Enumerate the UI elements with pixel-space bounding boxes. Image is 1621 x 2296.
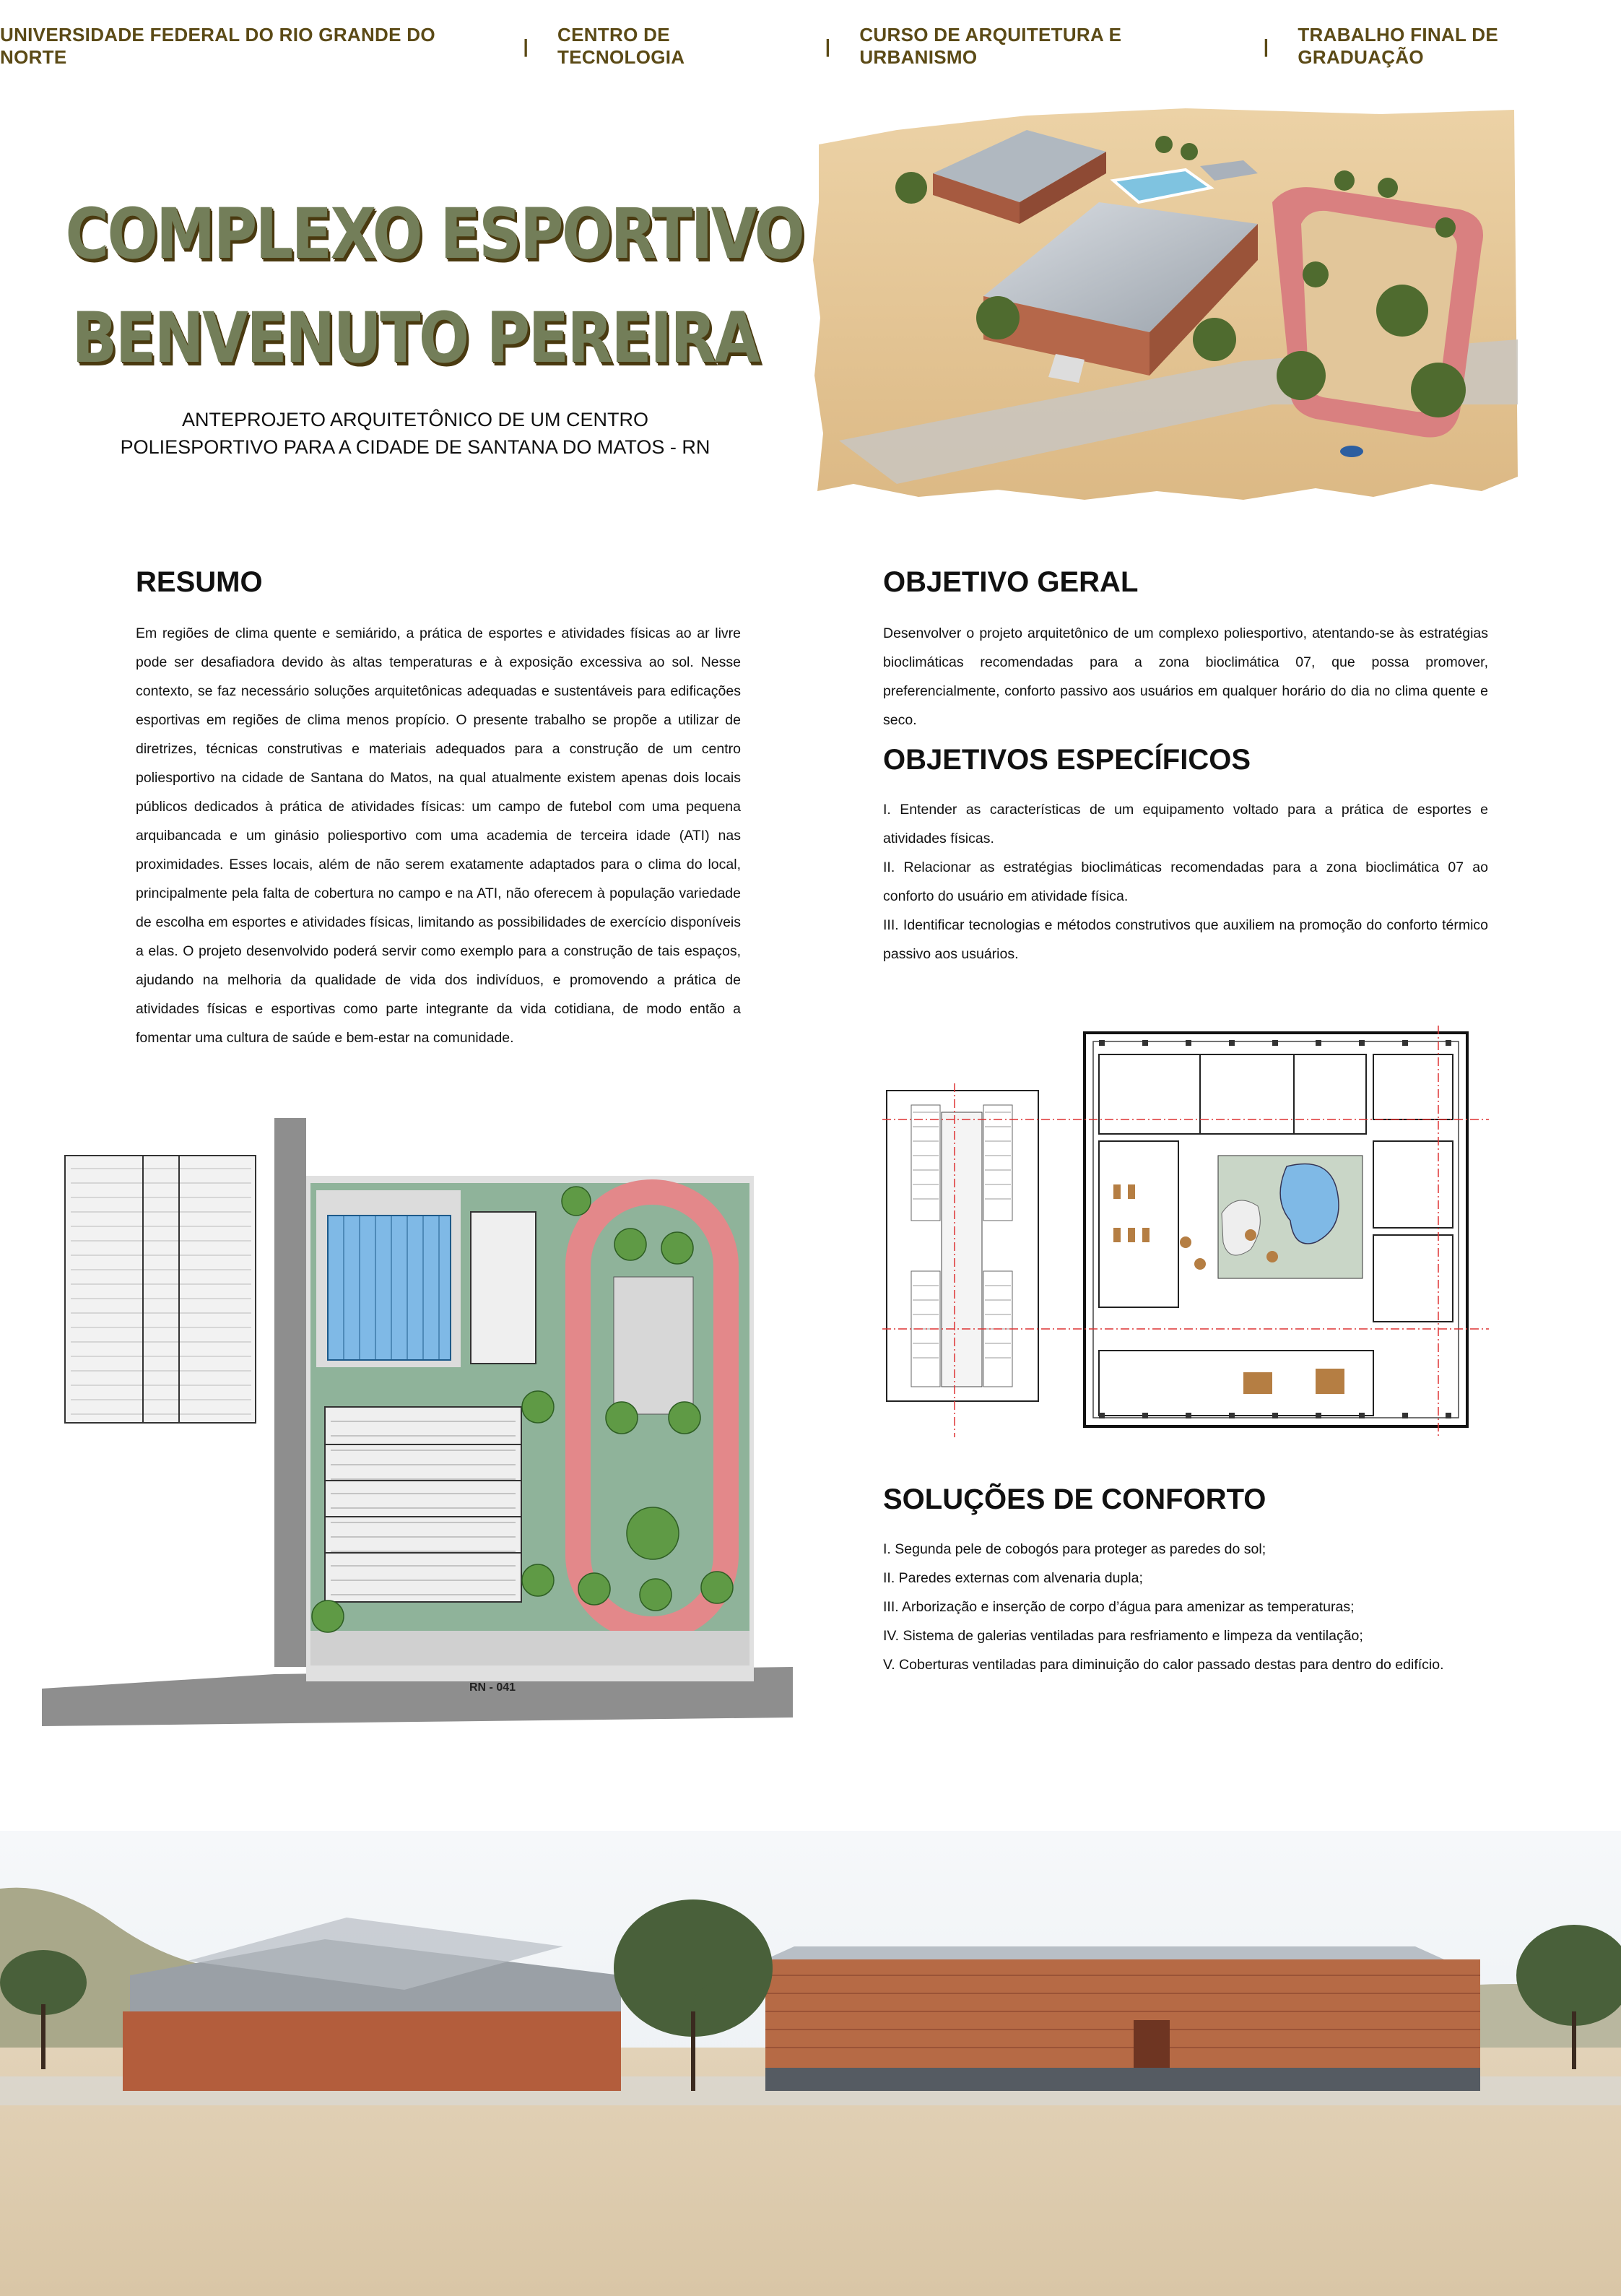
list-item: II. Paredes externas com alvenaria dupla; [883, 1570, 1143, 1586]
objetivos-especificos-heading: OBJETIVOS ESPECÍFICOS [883, 744, 1251, 776]
header-center: CENTRO DE TECNOLOGIA [557, 24, 685, 68]
list-item: IV. Sistema de galerias ventiladas para resfriamento e limpeza da ventilação; [883, 1628, 1363, 1644]
resumo-text: Em regiões de clima quente e semiárido, a prática de esportes e atividades físicas ao ar livre pode ser desafiadora devido às altas temperaturas e à exposição excessiva ao sol. Nesse contexto, se faz necessário soluções arquitetônicas adequadas e sustentáveis para edificações esportivas em regiões de clima menos propício. O presente trabalho se propõe a utilizar de diretrizes, técnicas construtivas e materiais adequados para a construção de um centro poliesportivo na cidade de Santana do Matos, na qual atualmente existem apenas dois locais públicos dedicados à prática de atividades físicas: um campo de futebol com uma pequena arquibancada e um ginásio poliesportivo com uma academia de terceira idade (ATI) nas proximidades. Esses locais, além de não serem exatamente adaptados para o clima do local, principalmente pela falta de cobertura no campo e na ATI, não oferecem à população variedade de escolha em esportes e atividades físicas, limitando as possibilidades de exercício disponíveis a elas. O projeto desenvolvido poderá servir como exemplo para a construção de tais espaços, ajudando na melhoria da qualidade de vida dos indivíduos, e promovendo a prática de atividades físicas e esportivas como parte integrante da vida cotidiana, de modo então a fomentar uma cultura de saúde e bem-estar na comunidade. [136, 625, 741, 1046]
list-item: V. Coberturas ventiladas para diminuição do calor passado destas para dentro do edifício. [883, 1657, 1444, 1673]
header-university: UNIVERSIDADE FEDERAL DO RIO GRANDE DO NORTE [0, 24, 435, 68]
project-title-line1: COMPLEXO ESPORTIVO [65, 194, 804, 274]
list-item: II. Relacionar as estratégias bioclimáticas recomendadas para a zona bioclimática 07 ao conforto do usuário em atividade física. [883, 859, 1488, 904]
header-bar [0, 0, 1621, 92]
list-item: III. Arborização e inserção de corpo d’água para amenizar as temperaturas; [883, 1599, 1355, 1615]
project-title-line2: BENVENUTO PEREIRA [71, 298, 759, 378]
resumo-heading: RESUMO [136, 566, 263, 598]
street-view-render-image [0, 1831, 1621, 2296]
header-separator: | [1263, 35, 1269, 57]
site-plan-drawing [42, 1118, 793, 1726]
project-subtitle-line1: ANTEPROJETO ARQUITETÔNICO DE UM CENTRO [181, 409, 649, 430]
road-label: RN - 041 [469, 1681, 516, 1694]
header-separator: | [523, 35, 529, 57]
floor-plan-drawing [882, 1011, 1489, 1437]
objetivo-geral-heading: OBJETIVO GERAL [883, 566, 1139, 598]
objetivos-especificos-list [883, 795, 1488, 969]
list-item: I. Entender as características de um equipamento voltado para a prática de esportes e atividades físicas. [883, 802, 1488, 846]
aerial-render-image [810, 101, 1518, 506]
project-subtitle-line2: POLIESPORTIVO PARA A CIDADE DE SANTANA DO MATOS - RN [120, 436, 710, 458]
solucoes-heading: SOLUÇÕES DE CONFORTO [883, 1483, 1266, 1515]
header-course: CURSO DE ARQUITETURA E URBANISMO [859, 24, 1122, 68]
header-work: TRABALHO FINAL DE GRADUAÇÃO [1298, 24, 1498, 68]
list-item: III. Identificar tecnologias e métodos construtivos que auxiliem na promoção do conforto térmico passivo aos usuários. [883, 917, 1488, 962]
solucoes-list [883, 1535, 1488, 1679]
header-separator: | [825, 35, 831, 57]
objetivo-geral-text: Desenvolver o projeto arquitetônico de um complexo poliesportivo, atentando-se às estratégias bioclimáticas recomendadas para a zona bioclimática 07, que possa promover, preferencialmente, conforto passivo aos usuários em qualquer horário do dia no clima quente e seco. [883, 625, 1488, 728]
list-item: I. Segunda pele de cobogós para proteger as paredes do sol; [883, 1541, 1266, 1557]
